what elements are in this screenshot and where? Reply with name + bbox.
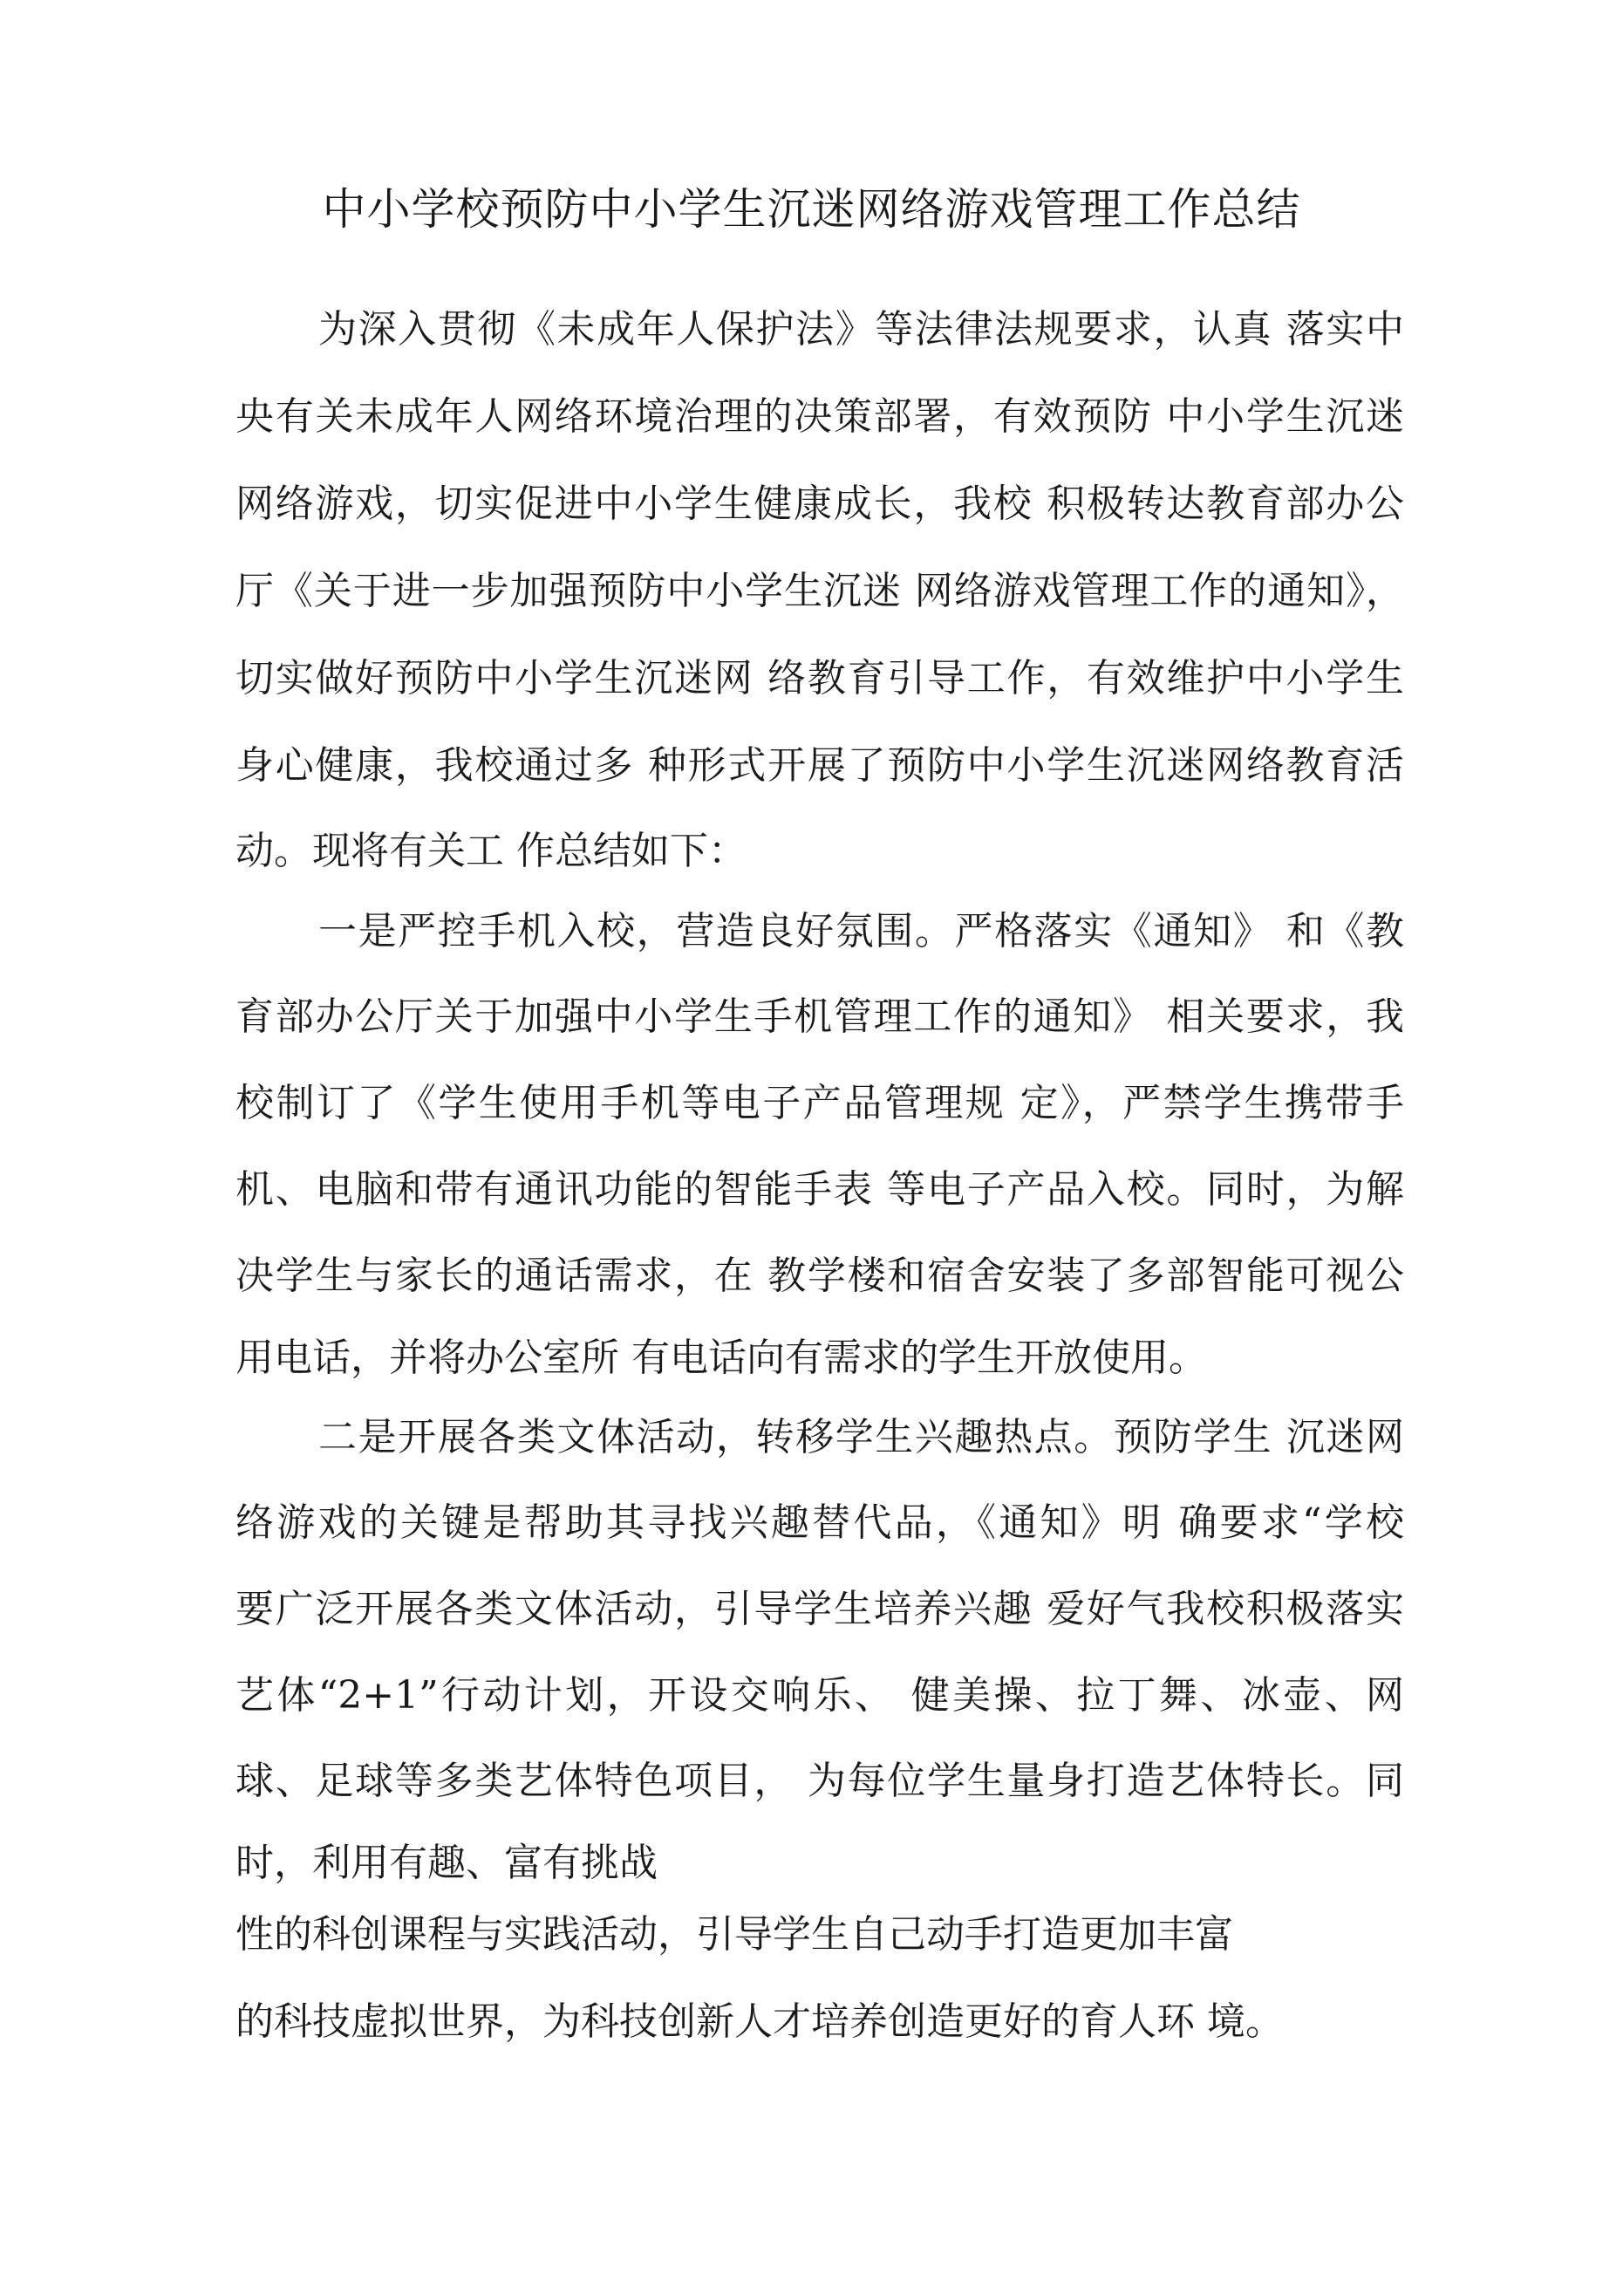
paragraph-2-line-1: 一是严控手机入校，营造良好氛围。严格落实《通知》 和《教 — [318, 909, 1404, 953]
paragraph-1-line-2: 央有关未成年人网络环境治理的决策部署，有效预防 中小学生沉迷 — [235, 394, 1404, 439]
paragraph-3-line-1: 二是开展各类文体活动，转移学生兴趣热点。预防学生 沉迷网 — [318, 1415, 1404, 1459]
paragraph-1-line-5: 切实做好预防中小学生沉迷网 络教育引导工作，有效维护中小学生 — [235, 656, 1404, 700]
paragraph-1-line-7: 动。现将有关工 作总结如下： — [235, 829, 747, 873]
paragraph-3-line-8: 的科技虚拟世界，为科技创新人才培养创造更好的育人环 境。 — [235, 1999, 1284, 2044]
paragraph-1-line-1: 为深入贯彻《未成年人保护法》等法律法规要求，认真 落实中 — [318, 307, 1404, 352]
paragraph-3-line-7: 性的科创课程与实践活动，引导学生自己动手打造更加丰富 — [235, 1912, 1233, 1957]
paragraph-3-line-6: 时，利用有趣、富有挑战 — [235, 1841, 658, 1885]
paragraph-1-line-6: 身心健康，我校通过多 种形式开展了预防中小学生沉迷网络教育活 — [235, 743, 1404, 788]
paragraph-3-line-5: 球、足球等多类艺体特色项目， 为每位学生量身打造艺体特长。同 — [235, 1759, 1404, 1803]
paragraph-3-line-3: 要广泛开展各类文体活动，引导学生培养兴趣 爱好气我校积极落实 — [235, 1587, 1404, 1631]
paragraph-3-line-2: 络游戏的关键是帮助其寻找兴趣替代品，《通知》明 确要求“学校 — [235, 1500, 1404, 1545]
paragraph-2-line-6: 用电话，并将办公室所 有电话向有需求的学生开放使用。 — [235, 1336, 1207, 1380]
paragraph-2-line-5: 决学生与家长的通话需求，在 教学楼和宿舍安装了多部智能可视公 — [235, 1254, 1404, 1298]
paragraph-3-line-4: 艺体“2+1”行动计划，开设交响乐、 健美操、拉丁舞、冰壶、网 — [235, 1673, 1404, 1718]
paragraph-2-line-3: 校制订了《学生使用手机等电子产品管理规 定》，严禁学生携带手 — [235, 1081, 1404, 1125]
paragraph-2-line-4: 机、电脑和带有通讯功能的智能手表 等电子产品入校。同时，为解 — [235, 1167, 1404, 1212]
paragraph-2-line-2: 育部办公厅关于加强中小学生手机管理工作的通知》 相关要求，我 — [235, 994, 1404, 1039]
document-title: 中小学校预防中小学生沉迷网络游戏管理工作总结 — [322, 184, 1301, 235]
paragraph-1-line-3: 网络游戏，切实促进中小学生健康成长，我校 积极转达教育部办公 — [235, 482, 1404, 526]
paragraph-1-line-4: 厅《关于进一步加强预防中小学生沉迷 网络游戏管理工作的通知》， — [235, 569, 1404, 613]
